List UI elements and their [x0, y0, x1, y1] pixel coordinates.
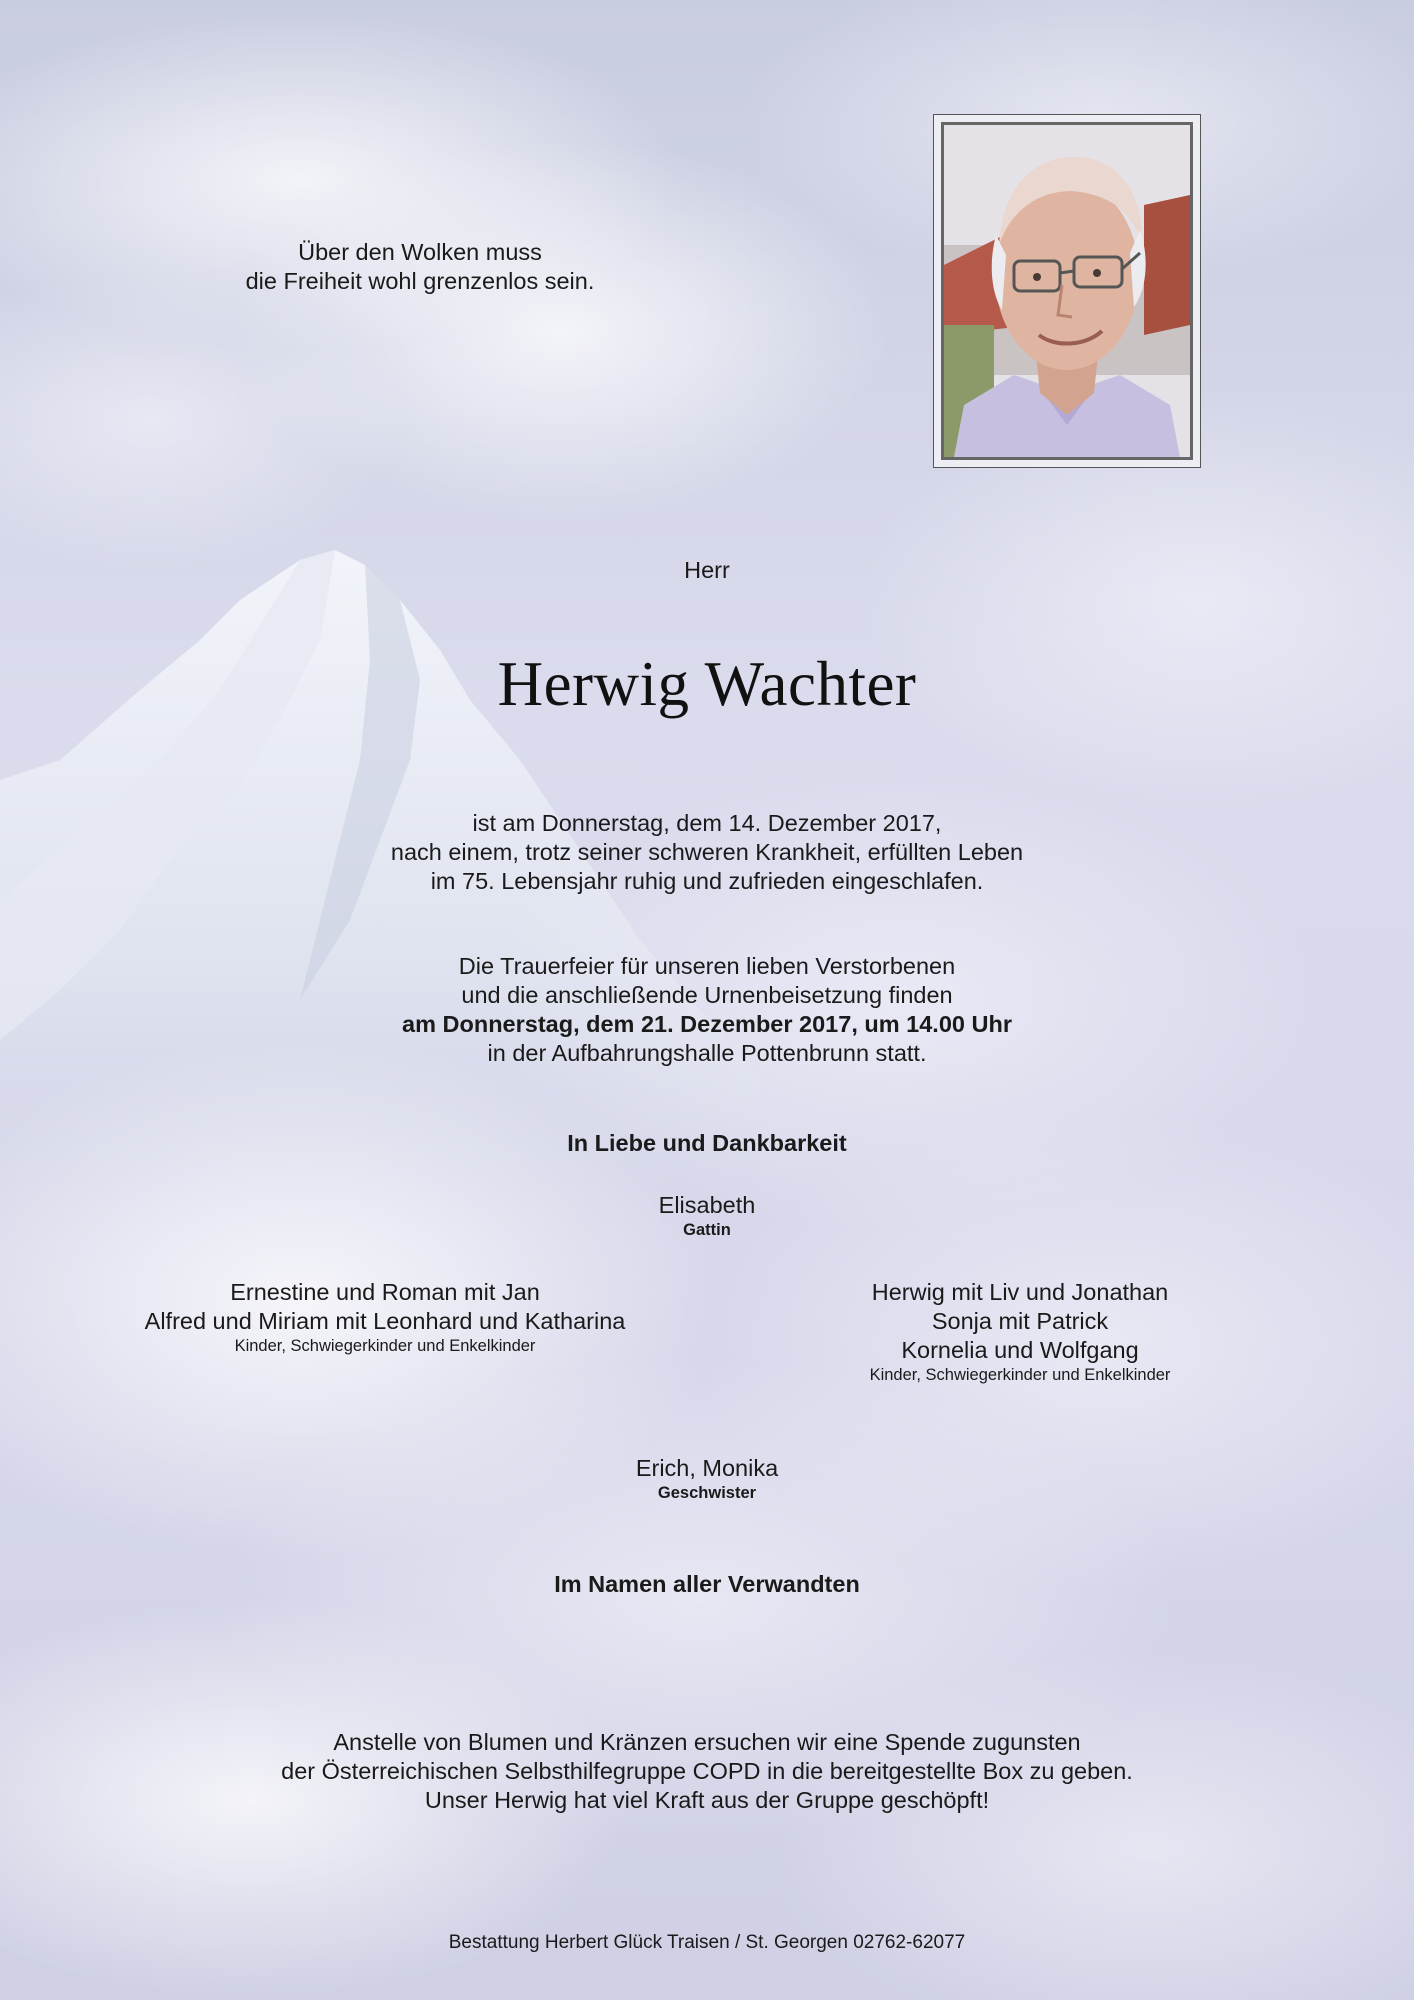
- closing-heading: In Liebe und Dankbarkeit: [567, 1130, 847, 1156]
- relatives-heading: Im Namen aller Verwandten: [554, 1571, 860, 1597]
- death-notice-line: nach einem, trotz seiner schweren Krankheit, erfüllten Leben: [390, 839, 1024, 865]
- death-notice: [0, 809, 1414, 896]
- death-notice-line: ist am Donnerstag, dem 14. Dezember 2017,: [472, 810, 942, 836]
- donation-line: Anstelle von Blumen und Kränzen ersuchen wir eine Spende zugunsten: [333, 1729, 1081, 1755]
- family-left-relation: Kinder, Schwiegerkinder und Enkelkinder: [234, 1337, 536, 1355]
- spouse-name: Elisabeth: [658, 1192, 756, 1218]
- portrait-illustration: [944, 125, 1190, 457]
- spouse: [0, 1191, 1414, 1240]
- quote-line: die Freiheit wohl grenzenlos sein.: [245, 268, 595, 294]
- quote: [200, 238, 640, 296]
- siblings: [0, 1454, 1414, 1503]
- donation-line: Unser Herwig hat viel Kraft aus der Gruppe geschöpft!: [424, 1787, 990, 1813]
- salutation: Herr: [684, 557, 730, 583]
- family-left-line: Alfred und Miriam mit Leonhard und Katharina: [144, 1308, 626, 1334]
- funeral-date-time: am Donnerstag, dem 21. Dezember 2017, um 14.00 Uhr: [402, 1011, 1012, 1037]
- funeral-home-footer: Bestattung Herbert Glück Traisen / St. Georgen 02762-62077: [448, 1932, 966, 1953]
- family-left: [80, 1278, 690, 1356]
- family-right-line: Kornelia und Wolfgang: [901, 1337, 1139, 1363]
- deceased-name: Herwig Wachter: [497, 649, 917, 719]
- spouse-relation: Gattin: [683, 1221, 731, 1239]
- family-right-relation: Kinder, Schwiegerkinder und Enkelkinder: [869, 1366, 1171, 1384]
- siblings-names: Erich, Monika: [635, 1455, 779, 1481]
- quote-line: Über den Wolken muss: [298, 239, 542, 265]
- donation-line: der Österreichischen Selbsthilfegruppe COPD in die bereitgestellte Box zu geben.: [281, 1758, 1133, 1784]
- family-right: [810, 1278, 1230, 1385]
- donation-request: [0, 1728, 1414, 1815]
- death-notice-line: im 75. Lebensjahr ruhig und zufrieden eingeschlafen.: [430, 868, 984, 894]
- portrait-frame: [933, 114, 1201, 468]
- funeral-line: und die anschließende Urnenbeisetzung finden: [461, 982, 953, 1008]
- family-left-line: Ernestine und Roman mit Jan: [230, 1279, 540, 1305]
- funeral-line: Die Trauerfeier für unseren lieben Verstorbenen: [458, 953, 956, 979]
- funeral-info: [0, 952, 1414, 1068]
- family-right-line: Herwig mit Liv und Jonathan: [871, 1279, 1169, 1305]
- siblings-relation: Geschwister: [657, 1484, 757, 1502]
- funeral-location: in der Aufbahrungshalle Pottenbrunn statt.: [487, 1040, 927, 1066]
- portrait-photo: [941, 122, 1193, 460]
- family-right-line: Sonja mit Patrick: [931, 1308, 1109, 1334]
